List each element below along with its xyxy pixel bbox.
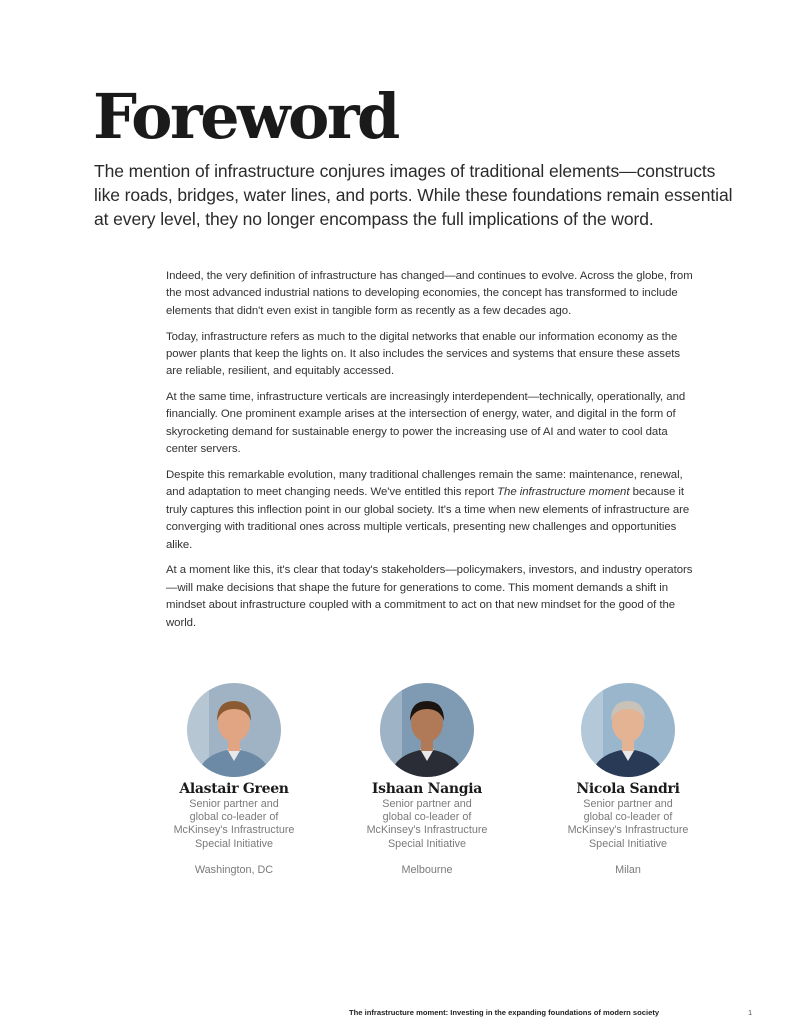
author-role-line: Special Initiative xyxy=(387,837,467,850)
author-name: Nicola Sandri xyxy=(576,781,680,797)
body-text xyxy=(166,268,696,640)
authors-section xyxy=(0,683,800,883)
author-photo xyxy=(581,683,675,777)
author-role-line: McKinsey's Infrastructure xyxy=(567,824,689,837)
author-city: Melbourne xyxy=(401,863,453,876)
author-card xyxy=(543,683,713,876)
author-city: Milan xyxy=(615,863,641,876)
author-role-line: global co-leader of xyxy=(382,811,472,824)
author-role-line: Special Initiative xyxy=(588,837,668,850)
author-name: Alastair Green xyxy=(179,781,289,797)
author-role-line: Senior partner and xyxy=(189,798,279,810)
body-text-run: because it truly captures this inflection point in our global society. It's a time when new elements of infrastructure are converging with traditional ones across multiple verticals, presenting new challenges and opportunities alike. xyxy=(166,486,690,551)
author-role xyxy=(149,798,319,851)
report-title-italic: The infrastructure moment xyxy=(497,486,630,499)
author-card xyxy=(149,683,319,876)
author-role xyxy=(543,798,713,851)
author-city: Washington, DC xyxy=(194,863,274,876)
lead-paragraph: The mention of infrastructure conjures images of traditional elements—constructs like roads, bridges, water lines, and ports. While these foundations remain essential at every level, they no longer encompass the full implications of the word. xyxy=(94,161,733,229)
author-card xyxy=(342,683,512,876)
author-role-line: Special Initiative xyxy=(194,837,274,850)
body-paragraph: Indeed, the very definition of infrastructure has changed—and continues to evolve. Across the globe, from the most advanced industrial nations to developing economies, the concept has transformed to include elements that didn't even exist in tangible form as recently as a few decades ago. xyxy=(166,270,693,317)
author-role-line: global co-leader of xyxy=(583,811,673,824)
author-name: Ishaan Nangia xyxy=(371,781,483,797)
author-role xyxy=(342,798,512,851)
page-number: 1 xyxy=(748,1008,753,1017)
author-photo xyxy=(380,683,474,777)
body-paragraph: At a moment like this, it's clear that today's stakeholders—policymakers, investors, and industry operators—will make decisions that shape the future for generations to come. This moment demands a shift in mindset about infrastructure coupled with a commitment to act on that new mindset for the good of the world. xyxy=(166,564,693,629)
author-role-line: Senior partner and xyxy=(382,798,472,810)
footer-report-title: The infrastructure moment: Investing in the expanding foundations of modern society xyxy=(349,1008,660,1017)
author-role-line: Senior partner and xyxy=(583,798,673,810)
body-paragraph xyxy=(166,467,696,554)
page-title: Foreword xyxy=(93,80,398,153)
author-role-line: global co-leader of xyxy=(189,811,279,824)
author-role-line: McKinsey's Infrastructure xyxy=(366,824,488,837)
body-paragraph: At the same time, infrastructure verticals are increasingly interdependent—technically, operationally, and financially. One prominent example arises at the intersection of energy, water, and digital in the form of skyrocketing demand for sustainable energy to power the increasing use of AI and water to cool data center servers. xyxy=(166,391,686,456)
body-paragraph: Today, infrastructure refers as much to the digital networks that enable our information economy as the power plants that keep the lights on. It also includes the services and systems that ensure these assets are reliable, resilient, and equitably accessed. xyxy=(166,330,680,378)
author-role-line: McKinsey's Infrastructure xyxy=(173,824,295,837)
author-photo xyxy=(187,683,281,777)
body-text-run: Despite this remarkable evolution, many traditional challenges remain the same: maintenance, renewal, and adaptation to meet changing needs. We've entitled this report xyxy=(166,468,683,499)
